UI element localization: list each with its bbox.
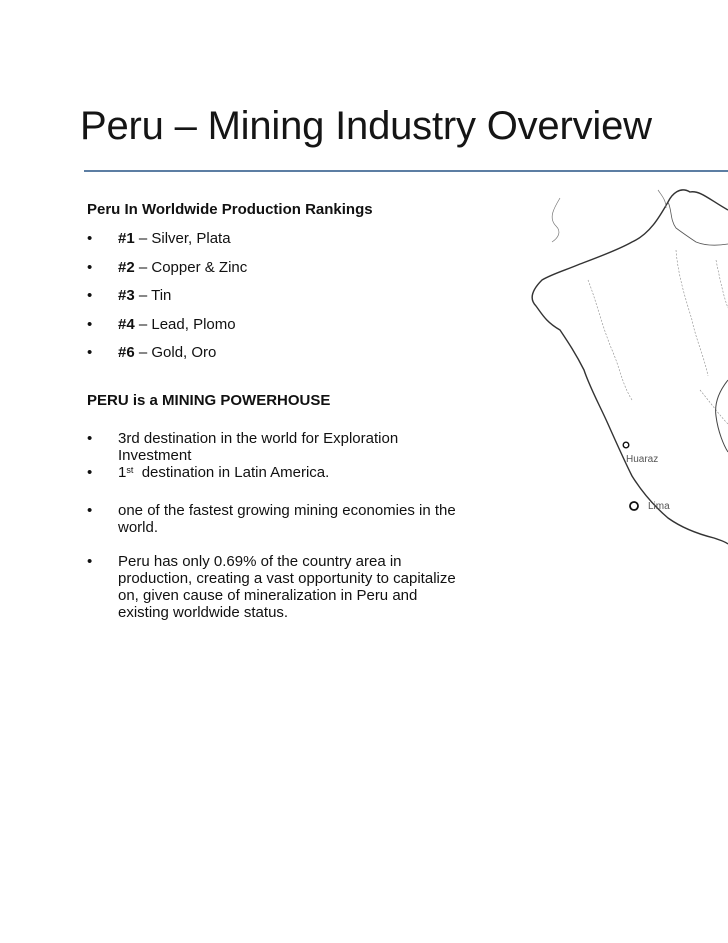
bullet-icon: • <box>87 316 93 333</box>
bullet-icon: • <box>87 464 93 481</box>
rank-number: #1 <box>118 230 135 247</box>
bullet-icon: • <box>87 553 93 570</box>
ranking-text <box>118 287 478 304</box>
city-marker <box>630 502 638 510</box>
powerhouse-text: 3rd destination in the world for Exploration Investment <box>118 430 399 464</box>
rank-number: #6 <box>118 344 135 361</box>
powerhouse-text: 1st destination in Latin America. <box>118 464 330 481</box>
city-label-huaraz: Huaraz <box>626 454 659 465</box>
page-title: Peru – Mining Industry Overview <box>80 104 652 148</box>
map-river <box>588 280 632 400</box>
ranking-text <box>118 259 478 276</box>
rank-number: #2 <box>118 259 135 276</box>
map-border <box>658 190 666 208</box>
rank-description: – Lead, Plomo <box>134 316 236 333</box>
peru-map <box>500 180 728 630</box>
rank-number: #3 <box>118 287 135 304</box>
bullet-icon: • <box>87 430 93 447</box>
map-border <box>716 380 728 452</box>
powerhouse-heading: PERU is a MINING POWERHOUSE <box>87 392 331 409</box>
bullet-icon: • <box>87 259 93 276</box>
rank-description: – Gold, Oro <box>134 344 217 361</box>
rankings-heading: Peru In Worldwide Production Rankings <box>87 201 373 218</box>
city-label-lima: Lima <box>648 501 670 512</box>
ranking-text <box>118 230 478 247</box>
powerhouse-text: Peru has only 0.69% of the country area in production, creating a vast opportunity to capitalize on, given cause of mineralization in Peru and existing worldwide status. <box>118 553 456 621</box>
map-river <box>676 250 708 376</box>
map-border <box>552 198 560 242</box>
map-river <box>700 390 728 424</box>
ranking-text <box>118 344 478 361</box>
bullet-icon: • <box>87 230 93 247</box>
map-border <box>668 202 728 245</box>
bullet-icon: • <box>87 287 93 304</box>
rank-number: #4 <box>118 316 135 333</box>
rank-description: – Tin <box>134 287 172 304</box>
bullet-icon: • <box>87 344 93 361</box>
rank-description: – Copper & Zinc <box>134 259 248 276</box>
bullet-icon: • <box>87 502 93 519</box>
powerhouse-text: one of the fastest growing mining economies in the world. <box>118 502 456 536</box>
rank-description: – Silver, Plata <box>134 230 231 247</box>
ranking-text <box>118 316 478 333</box>
title-divider <box>84 170 728 172</box>
city-marker <box>623 442 629 448</box>
map-river <box>716 260 728 308</box>
